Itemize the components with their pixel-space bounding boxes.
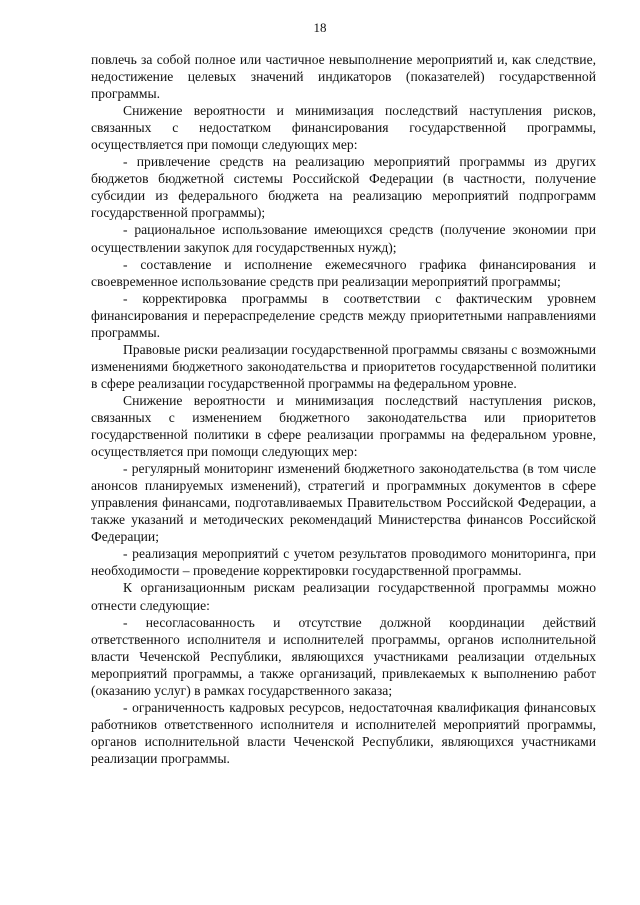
list-item-monitoring: - регулярный мониторинг изменений бюджетного законодательства (в том числе анонсов планируемых изменений), стратегий и программных документов в сфере управления финансами, подготавливаемых Правительством Российской Федерации, а также указаний и методических рекомендаций Министерства финансов Российской Федерации; (91, 461, 596, 545)
list-item-rational-use: - рациональное использование имеющихся средств (получение экономии при осуществлении закупок для государственных нужд); (91, 222, 596, 255)
list-item-implementation: - реализация мероприятий с учетом результатов проводимого мониторинга, при необходимости – проведение корректировки государственной программы. (91, 546, 596, 579)
paragraph-legal-risks: Правовые риски реализации государственной программы связаны с возможными изменениями бюджетного законодательства и приоритетов государственной политики в сфере реализации государственной программы на федеральном уровне. (91, 341, 596, 391)
page-number: 18 (313, 20, 327, 35)
paragraph-funding-risk-mitigation: Снижение вероятности и минимизация последствий наступления рисков, связанных с недостатком финансирования государственной программы, осуществляется при помощи следующих мер: (91, 103, 596, 153)
paragraph-continuation: повлечь за собой полное или частичное невыполнение мероприятий и, как следствие, недостижение целевых значений индикаторов (показателей) государственной программы. (91, 52, 596, 102)
paragraph-organizational-risks: К организационным рискам реализации государственной программы можно отнести следующие: (91, 580, 596, 613)
list-item-program-adjustment: - корректировка программы в соответствии с фактическим уровнем финансирования и перераспределение средств между приоритетными направлениями программы. (91, 290, 596, 340)
body-text (91, 51, 596, 767)
paragraph-legal-risk-mitigation: Снижение вероятности и минимизация последствий наступления рисков, связанных с изменением бюджетного законодательства или приоритетов государственной политики в сфере реализации программы на федеральном уровне, осуществляется при помощи следующих мер: (91, 392, 596, 460)
list-item-coordination: - несогласованность и отсутствие должной координации действий ответственного исполнителя и исполнителей программы, органов исполнительной власти Чеченской Республики, являющихся участниками реализации отдельных мероприятий программы, а также организаций, привлекаемых к выполнению работ (оказанию услуг) в рамках государственного заказа; (91, 614, 596, 698)
list-item-attract-funds: - привлечение средств на реализацию мероприятий программы из других бюджетов бюджетной системы Российской Федерации (в частности, получение субсидии из федерального бюджета на реализацию мероприятий подпрограмм государственной программы); (91, 154, 596, 221)
list-item-monthly-schedule: - составление и исполнение ежемесячного графика финансирования и своевременное использование средств при реализации мероприятий программы; (91, 256, 596, 289)
list-item-staff-resources: - ограниченность кадровых ресурсов, недостаточная квалификация финансовых работников ответственного исполнителя и исполнителей мероприятий программы, органов исполнительной власти Чеченской Республики, являющихся участниками реализации программы. (91, 699, 596, 766)
